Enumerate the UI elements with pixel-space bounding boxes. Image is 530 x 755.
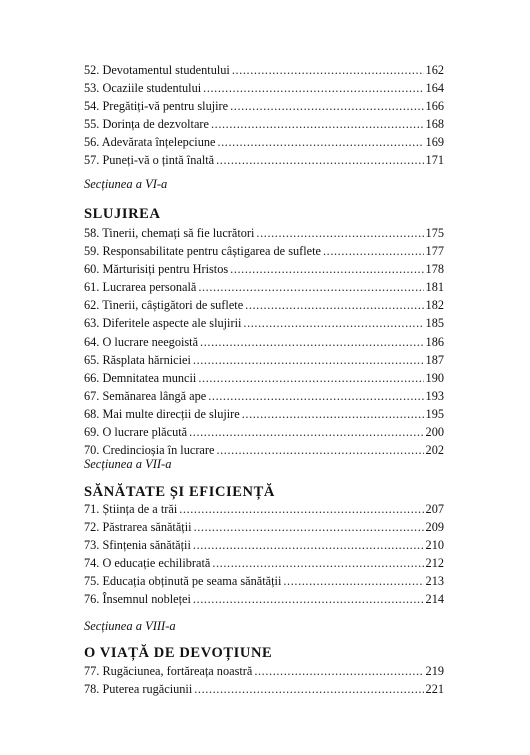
toc-block-section-7 <box>84 500 444 609</box>
toc-entry <box>84 554 444 572</box>
toc-entry-page-number: 185 <box>425 316 444 331</box>
toc-leader-dots <box>230 260 423 278</box>
section-heading-viii: O VIAȚĂ DE DEVOȚIUNE <box>84 645 273 661</box>
toc-leader-dots <box>193 590 424 608</box>
toc-entry-title: 58. Tinerii, chemați să fie lucrători <box>84 226 255 240</box>
toc-entry-page-number: 187 <box>425 352 444 367</box>
toc-entry-title: 52. Devotamentul studentului <box>84 63 230 77</box>
toc-entry <box>84 536 444 554</box>
toc-leader-dots <box>242 405 424 423</box>
toc-entry <box>84 79 444 97</box>
toc-entry-page-number: 213 <box>425 574 444 589</box>
toc-entry <box>84 61 444 79</box>
toc-entry <box>84 351 444 369</box>
toc-entry-title: 76. Însemnul nobleței <box>84 592 191 607</box>
toc-leader-dots <box>256 224 423 242</box>
toc-entry-title: 74. O educație echilibrată <box>84 556 211 571</box>
toc-entry-page-number: 166 <box>425 99 444 114</box>
toc-entry-title: 65. Răsplata hărniciei <box>84 352 191 367</box>
toc-entry-title: 68. Mai multe direcții de slujire <box>84 406 240 421</box>
toc-entry-title: 62. Tinerii, câștigători de suflete <box>84 298 244 313</box>
toc-leader-dots <box>200 333 424 351</box>
toc-entry-title: 77. Rugăciunea, fortăreața noastră <box>84 664 253 678</box>
toc-leader-dots <box>283 572 423 590</box>
toc-entry-title: 67. Semănarea lângă ape <box>84 388 207 403</box>
toc-entry-title: 56. Adevărata înțelepciune <box>84 135 216 150</box>
toc-leader-dots <box>193 536 424 554</box>
toc-block-section-8 <box>84 662 444 698</box>
toc-entry <box>84 260 444 278</box>
toc-entry-page-number: 195 <box>425 406 444 421</box>
toc-entry <box>84 278 444 296</box>
toc-leader-dots <box>203 79 423 97</box>
toc-leader-dots <box>243 314 423 332</box>
toc-entry <box>84 662 444 680</box>
toc-entry-page-number: 164 <box>425 81 444 96</box>
toc-entry-page-number: 169 <box>425 135 444 150</box>
toc-leader-dots <box>212 554 423 572</box>
toc-entry <box>84 151 444 169</box>
toc-entry <box>84 369 444 387</box>
toc-entry <box>84 387 444 405</box>
toc-entry-page-number: 210 <box>425 538 444 553</box>
toc-entry-page-number: 186 <box>425 334 444 349</box>
toc-entry <box>84 97 444 115</box>
toc-leader-dots <box>179 500 423 518</box>
toc-entry-page-number: 209 <box>425 520 444 535</box>
toc-entry <box>84 680 444 698</box>
toc-entry-page-number: 219 <box>425 664 444 678</box>
toc-entry-title: 69. O lucrare plăcută <box>84 425 188 440</box>
toc-list <box>84 662 444 698</box>
section-label-viii: Secțiunea a VIII-a <box>84 619 176 633</box>
toc-leader-dots <box>232 61 424 79</box>
toc-entry <box>84 590 444 608</box>
toc-entry-title: 64. O lucrare neegoistă <box>84 334 199 349</box>
toc-entry <box>84 133 444 151</box>
toc-entry-page-number: 190 <box>425 370 444 385</box>
toc-entry-title: 60. Mărturisiți pentru Hristos <box>84 262 229 277</box>
toc-entry-page-number: 162 <box>425 63 444 77</box>
toc-entry <box>84 296 444 314</box>
toc-entry-title: 72. Păstrarea sănătății <box>84 520 192 535</box>
toc-entry <box>84 224 444 242</box>
section-heading-vii: SĂNĂTATE ȘI EFICIENȚĂ <box>84 484 275 500</box>
toc-entry <box>84 314 444 332</box>
toc-entry-page-number: 171 <box>425 153 444 168</box>
toc-entry-page-number: 212 <box>425 556 444 571</box>
toc-entry-page-number: 178 <box>425 262 444 277</box>
toc-entry-title: 63. Diferitele aspecte ale slujirii <box>84 316 242 331</box>
toc-entry-title: 71. Știința de a trăi <box>84 502 178 516</box>
toc-leader-dots <box>198 278 423 296</box>
toc-entry-page-number: 221 <box>425 682 444 697</box>
section-label-vii: Secțiunea a VII-a <box>84 457 172 471</box>
toc-entry-title: 66. Demnitatea muncii <box>84 370 197 385</box>
toc-entry-page-number: 168 <box>425 117 444 132</box>
toc-entry <box>84 242 444 260</box>
toc-leader-dots <box>217 133 423 151</box>
toc-leader-dots <box>208 387 423 405</box>
toc-entry-page-number: 181 <box>425 280 444 295</box>
toc-entry-page-number: 200 <box>425 425 444 440</box>
toc-list <box>84 61 444 170</box>
toc-entry-page-number: 177 <box>425 244 444 259</box>
toc-entry-page-number: 207 <box>425 502 444 516</box>
toc-entry-title: 75. Educația obținută pe seama sănătății <box>84 574 282 589</box>
toc-leader-dots <box>194 518 424 536</box>
toc-leader-dots <box>254 662 423 680</box>
toc-entry-title: 53. Ocaziile studentului <box>84 81 202 96</box>
toc-list <box>84 224 444 459</box>
toc-entry-page-number: 182 <box>425 298 444 313</box>
toc-entry-title: 59. Responsabilitate pentru câștigarea de suflete <box>84 244 321 259</box>
toc-entry <box>84 518 444 536</box>
toc-leader-dots <box>216 441 423 459</box>
toc-entry <box>84 423 444 441</box>
section-heading-vi: SLUJIREA <box>84 206 161 222</box>
toc-entry <box>84 115 444 133</box>
toc-entry-page-number: 175 <box>425 226 444 240</box>
toc-entry-title: 78. Puterea rugăciunii <box>84 682 193 697</box>
toc-entry <box>84 333 444 351</box>
toc-leader-dots <box>216 151 423 169</box>
toc-entry-page-number: 214 <box>425 592 444 607</box>
toc-entry-title: 57. Puneți-vă o țintă înaltă <box>84 153 215 168</box>
toc-entry-title: 73. Sfințenia sănătății <box>84 538 191 553</box>
toc-leader-dots <box>230 97 423 115</box>
toc-block-section-6 <box>84 224 444 459</box>
toc-entry-page-number: 193 <box>425 388 444 403</box>
toc-leader-dots <box>245 296 423 314</box>
toc-leader-dots <box>189 423 423 441</box>
toc-entry <box>84 405 444 423</box>
toc-entry-page-number: 202 <box>425 443 444 458</box>
toc-list <box>84 500 444 609</box>
toc-entry-title: 70. Credincioșia în lucrare <box>84 443 215 458</box>
toc-entry-title: 61. Lucrarea personală <box>84 280 197 295</box>
toc-leader-dots <box>211 115 424 133</box>
toc-leader-dots <box>194 680 423 698</box>
toc-entry-title: 55. Dorința de dezvoltare <box>84 117 209 132</box>
toc-leader-dots <box>198 369 423 387</box>
toc-entry <box>84 572 444 590</box>
section-label-vi: Secțiunea a VI-a <box>84 177 168 191</box>
toc-leader-dots <box>193 351 424 369</box>
toc-leader-dots <box>323 242 424 260</box>
toc-block-section-5-end <box>84 61 444 170</box>
toc-entry-title: 54. Pregătiți-vă pentru slujire <box>84 99 229 114</box>
toc-entry <box>84 500 444 518</box>
